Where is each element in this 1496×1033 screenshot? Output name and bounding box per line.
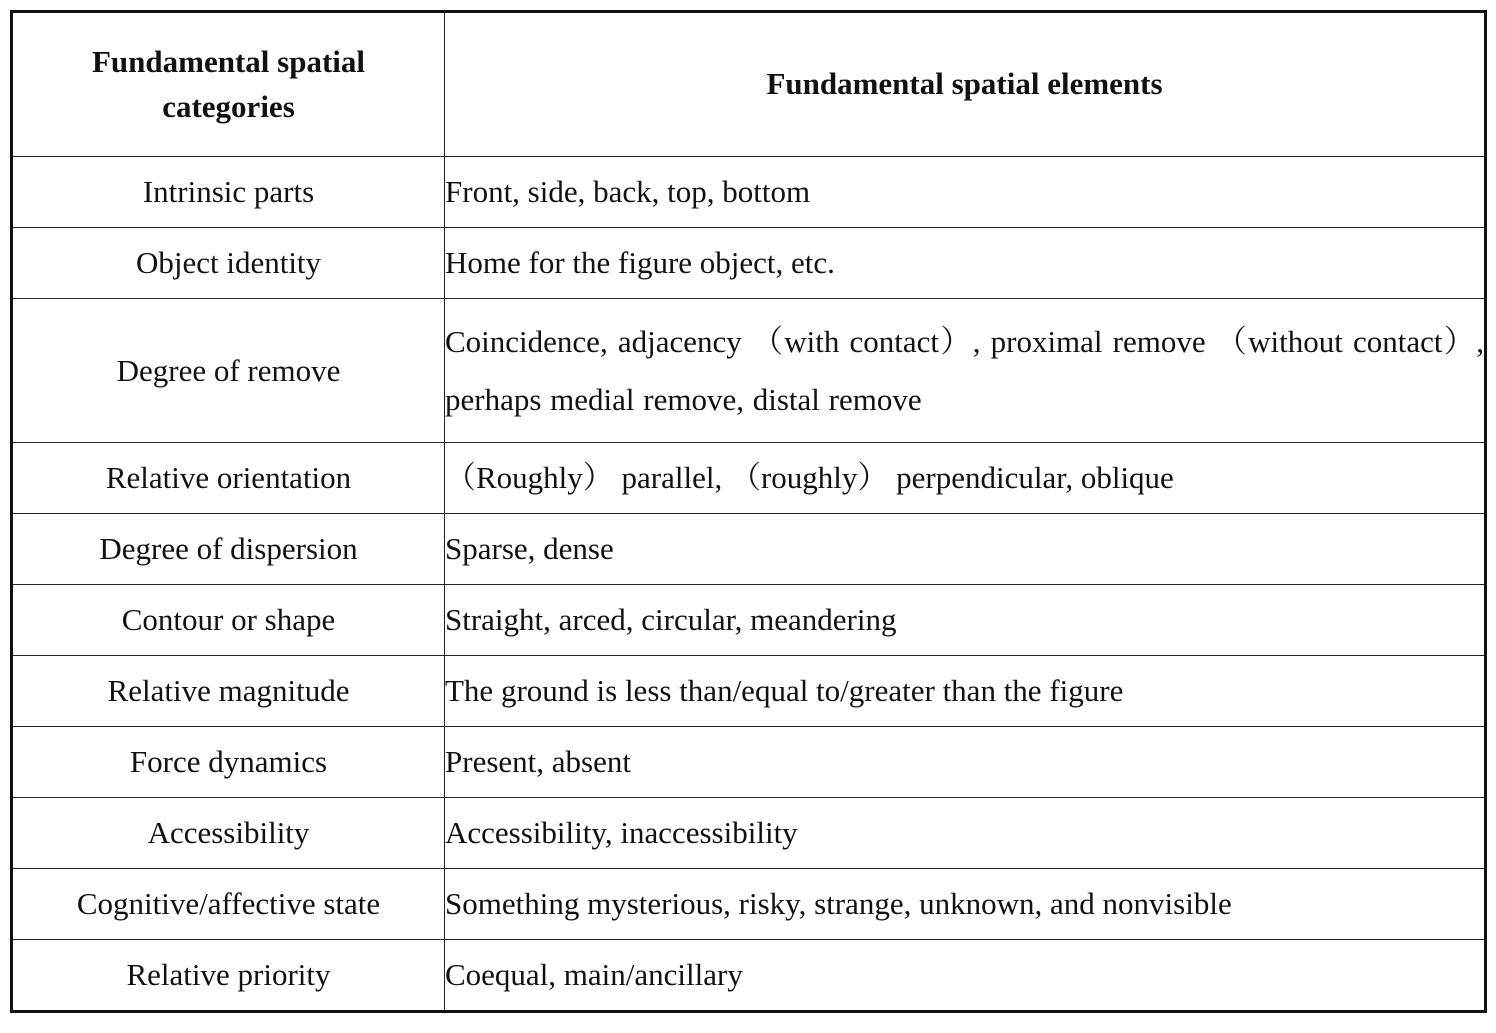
elements-cell: Coincidence, adjacency （with contact）, proximal remove （without contact）, perhaps medial remove, distal remove [445, 299, 1486, 443]
table-row [12, 228, 1486, 299]
table-row [12, 727, 1486, 798]
table-row [12, 157, 1486, 228]
header-elements: Fundamental spatial elements [445, 12, 1486, 157]
category-cell: Degree of remove [12, 299, 445, 443]
category-cell: Cognitive/affective state [12, 869, 445, 940]
header-categories [12, 12, 445, 157]
table-row [12, 656, 1486, 727]
category-cell: Degree of dispersion [12, 514, 445, 585]
elements-cell: Home for the figure object, etc. [445, 228, 1486, 299]
table-row [12, 514, 1486, 585]
table-row [12, 299, 1486, 443]
table-header-row [12, 12, 1486, 157]
category-cell: Contour or shape [12, 585, 445, 656]
category-cell: Force dynamics [12, 727, 445, 798]
table-row [12, 869, 1486, 940]
spatial-categories-table [10, 10, 1487, 1013]
category-cell: Object identity [12, 228, 445, 299]
elements-cell: Accessibility, inaccessibility [445, 798, 1486, 869]
elements-cell: Straight, arced, circular, meandering [445, 585, 1486, 656]
table-row [12, 443, 1486, 514]
category-cell: Relative orientation [12, 443, 445, 514]
elements-cell: Something mysterious, risky, strange, unknown, and nonvisible [445, 869, 1486, 940]
category-cell: Intrinsic parts [12, 157, 445, 228]
elements-cell: Present, absent [445, 727, 1486, 798]
table-row [12, 585, 1486, 656]
elements-cell: The ground is less than/equal to/greater than the figure [445, 656, 1486, 727]
table-row [12, 798, 1486, 869]
elements-cell: （Roughly） parallel, （roughly） perpendicular, oblique [445, 443, 1486, 514]
category-cell: Relative magnitude [12, 656, 445, 727]
elements-cell: Front, side, back, top, bottom [445, 157, 1486, 228]
header-categories-label: Fundamental spatial categories [91, 43, 366, 124]
table-row [12, 940, 1486, 1012]
category-cell: Accessibility [12, 798, 445, 869]
elements-cell: Sparse, dense [445, 514, 1486, 585]
elements-cell: Coequal, main/ancillary [445, 940, 1486, 1012]
category-cell: Relative priority [12, 940, 445, 1012]
